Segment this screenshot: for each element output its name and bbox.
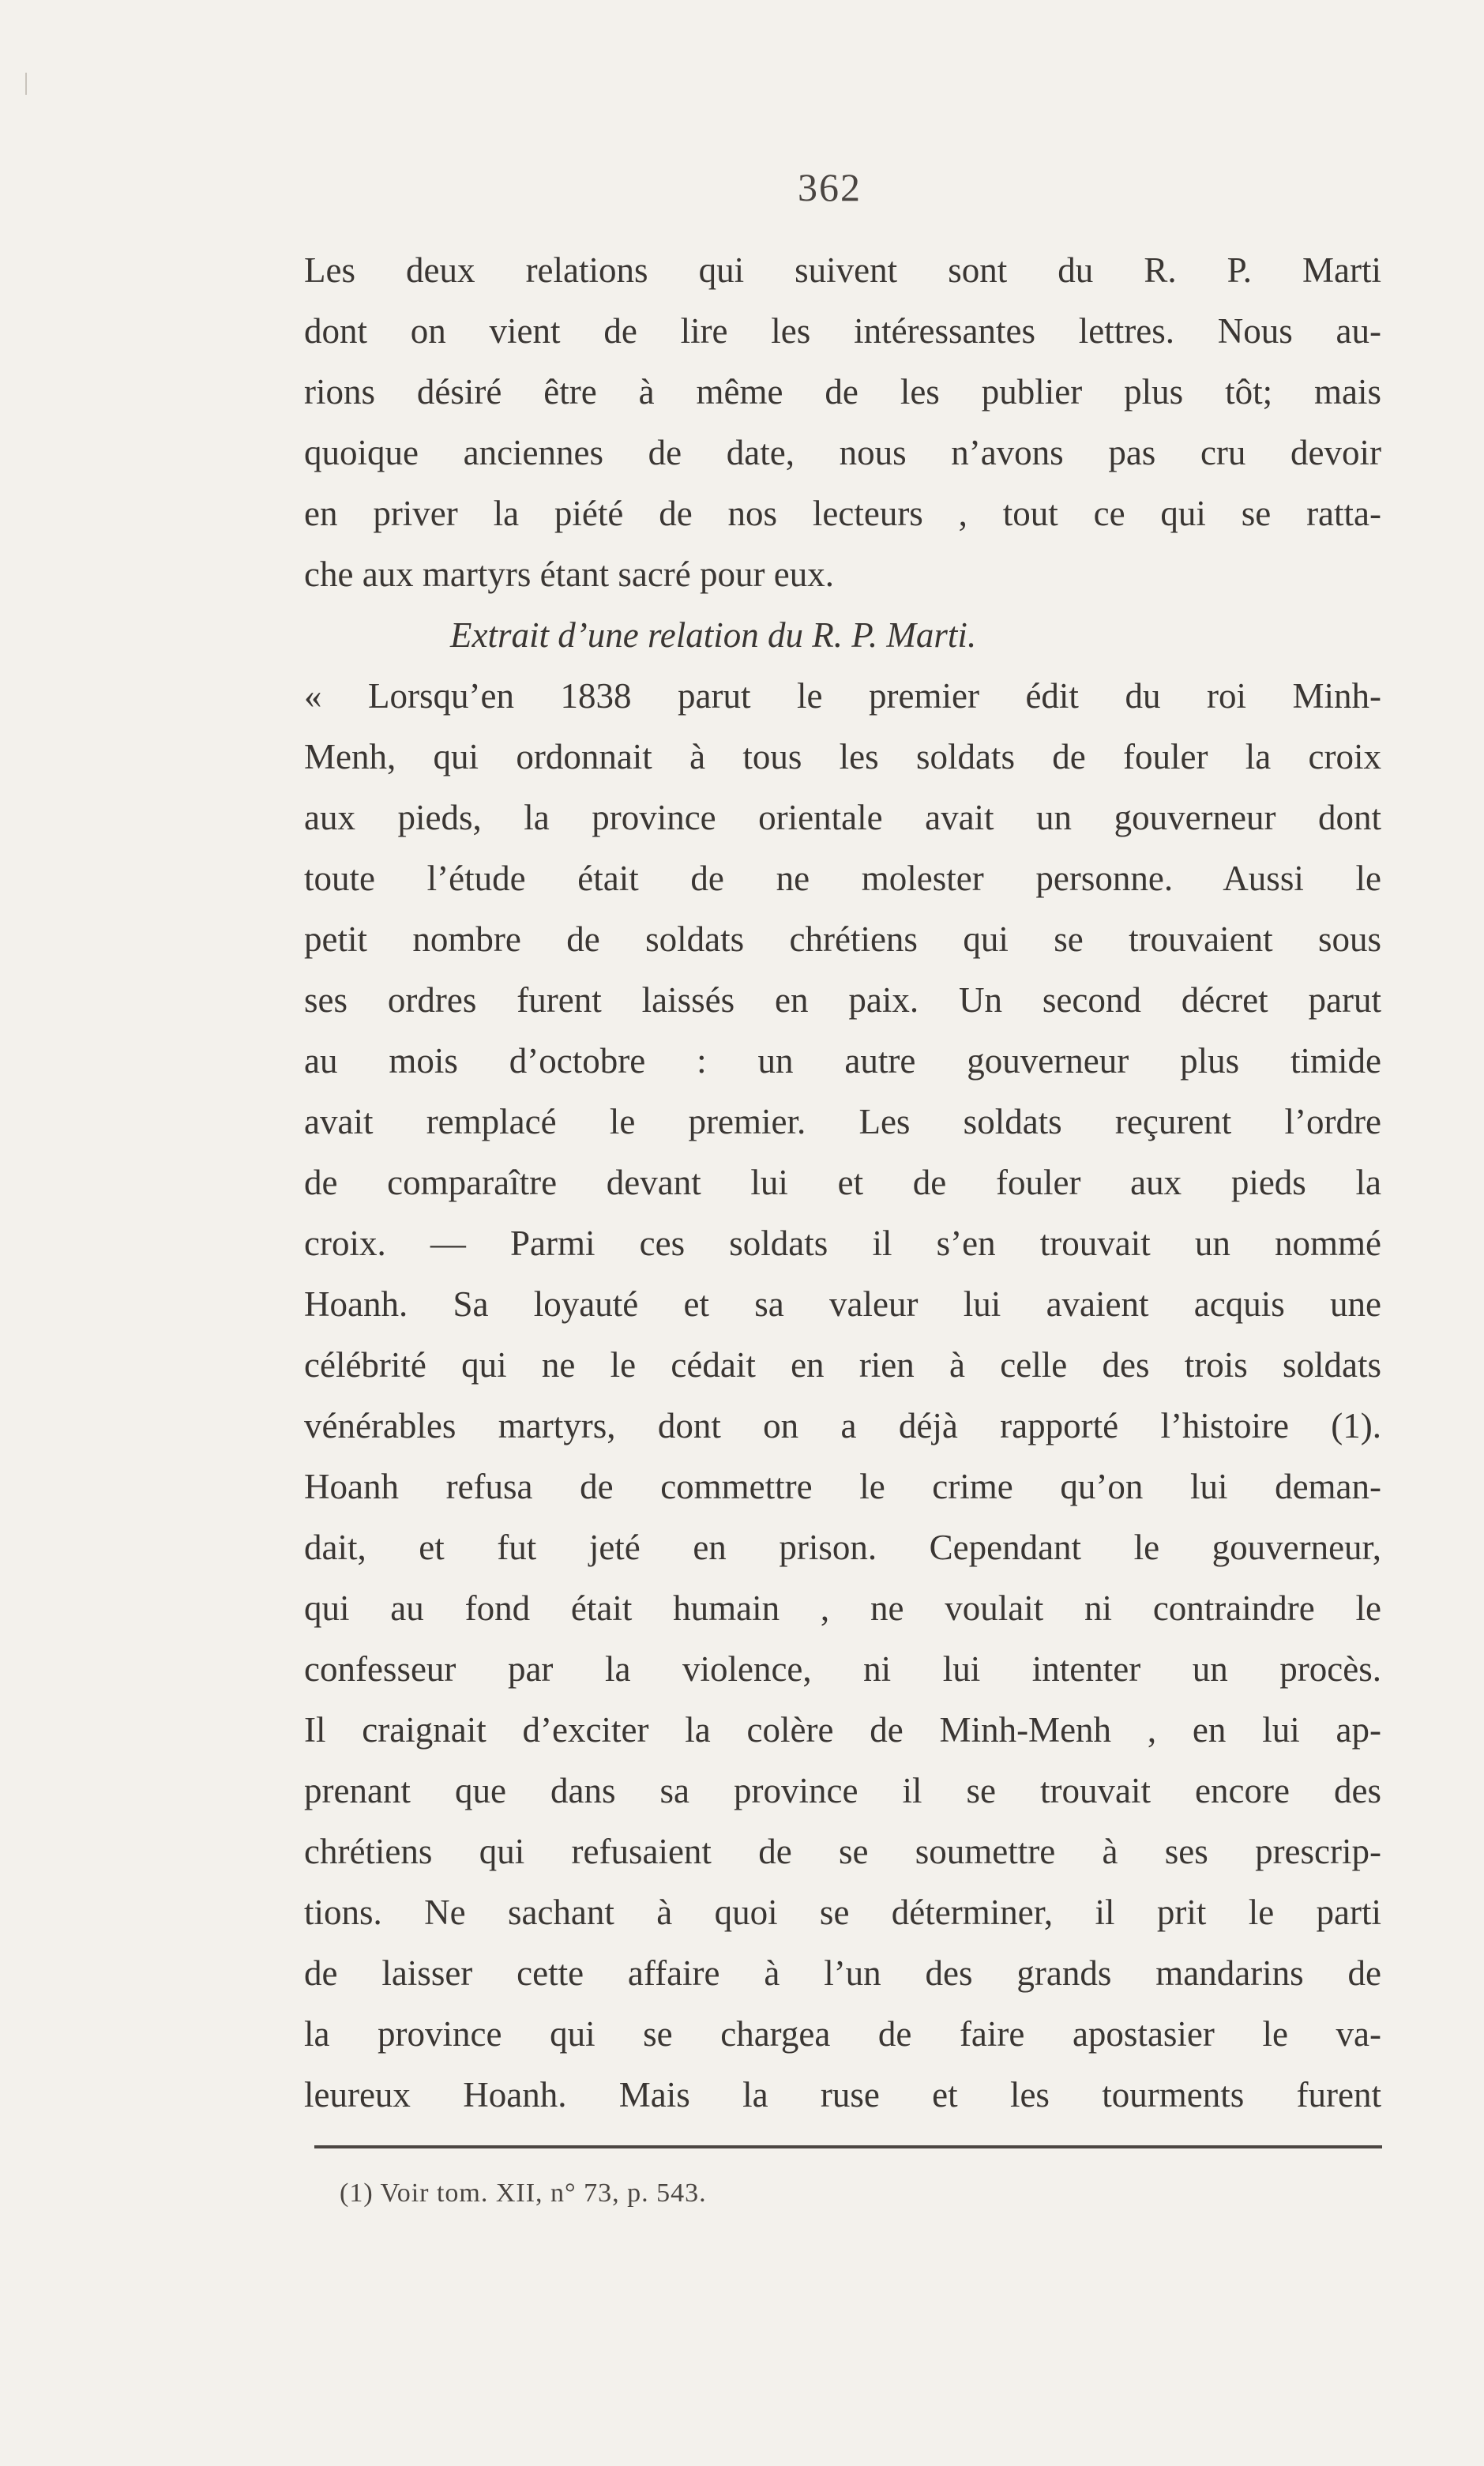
body-line: au mois d’octobre : un autre gouverneur plus timide <box>304 1041 1381 1081</box>
body-line: confesseur par la violence, ni lui intenter un procès. <box>304 1649 1381 1689</box>
body-line: Il craignait d’exciter la colère de Minh-Menh , en lui ap- <box>304 1710 1381 1750</box>
margin-mark <box>25 73 27 95</box>
body-line: la province qui se chargea de faire apostasier le va- <box>304 2014 1381 2054</box>
body-line: célébrité qui ne le cédait en rien à celle des trois soldats <box>304 1345 1381 1385</box>
intro-line: en priver la piété de nos lecteurs , tout ce qui se ratta- <box>304 494 1381 533</box>
body-line: ses ordres furent laissés en paix. Un second décret parut <box>304 980 1381 1020</box>
body-line: dait, et fut jeté en prison. Cependant le gouverneur, <box>304 1528 1381 1567</box>
body-line: aux pieds, la province orientale avait un gouverneur dont <box>304 798 1381 837</box>
footnote: (1) Voir tom. XII, n° 73, p. 543. <box>340 2178 707 2208</box>
body-line: petit nombre de soldats chrétiens qui se trouvaient sous <box>304 919 1381 959</box>
body-line: tions. Ne sachant à quoi se déterminer, il prit le parti <box>304 1893 1381 1932</box>
body-line: croix. — Parmi ces soldats il s’en trouvait un nommé <box>304 1224 1381 1263</box>
body-line: de laisser cette affaire à l’un des grands mandarins de <box>304 1953 1381 1993</box>
text-block <box>304 240 1381 2126</box>
intro-line: Les deux relations qui suivent sont du R. P. Marti <box>304 250 1381 290</box>
body-line: chrétiens qui refusaient de se soumettre à ses prescrip- <box>304 1832 1381 1871</box>
intro-line: che aux martyrs étant sacré pour eux. <box>304 554 834 594</box>
footnote-rule <box>314 2145 1382 2148</box>
body-line: vénérables martyrs, dont on a déjà rapporté l’histoire (1). <box>304 1406 1381 1445</box>
section-heading: Extrait d’une relation du R. P. Marti. <box>450 615 977 655</box>
body-line: prenant que dans sa province il se trouvait encore des <box>304 1771 1381 1810</box>
body-line: qui au fond était humain , ne voulait ni contraindre le <box>304 1588 1381 1628</box>
body-line: toute l’étude était de ne molester personne. Aussi le <box>304 859 1381 898</box>
body-line: avait remplacé le premier. Les soldats reçurent l’ordre <box>304 1102 1381 1141</box>
body-line: leureux Hoanh. Mais la ruse et les tourments furent <box>304 2075 1381 2115</box>
intro-line: quoique anciennes de date, nous n’avons pas cru devoir <box>304 433 1381 472</box>
page-number: 362 <box>798 165 862 209</box>
intro-line: rions désiré être à même de les publier plus tôt; mais <box>304 372 1381 412</box>
intro-line: dont on vient de lire les intéressantes lettres. Nous au- <box>304 311 1381 351</box>
body-line: « Lorsqu’en 1838 parut le premier édit du roi Minh- <box>304 676 1381 716</box>
body-line: de comparaître devant lui et de fouler aux pieds la <box>304 1163 1381 1202</box>
body-line: Hoanh. Sa loyauté et sa valeur lui avaient acquis une <box>304 1284 1381 1324</box>
body-line: Hoanh refusa de commettre le crime qu’on lui deman- <box>304 1467 1381 1506</box>
body-line: Menh, qui ordonnait à tous les soldats de fouler la croix <box>304 737 1381 776</box>
